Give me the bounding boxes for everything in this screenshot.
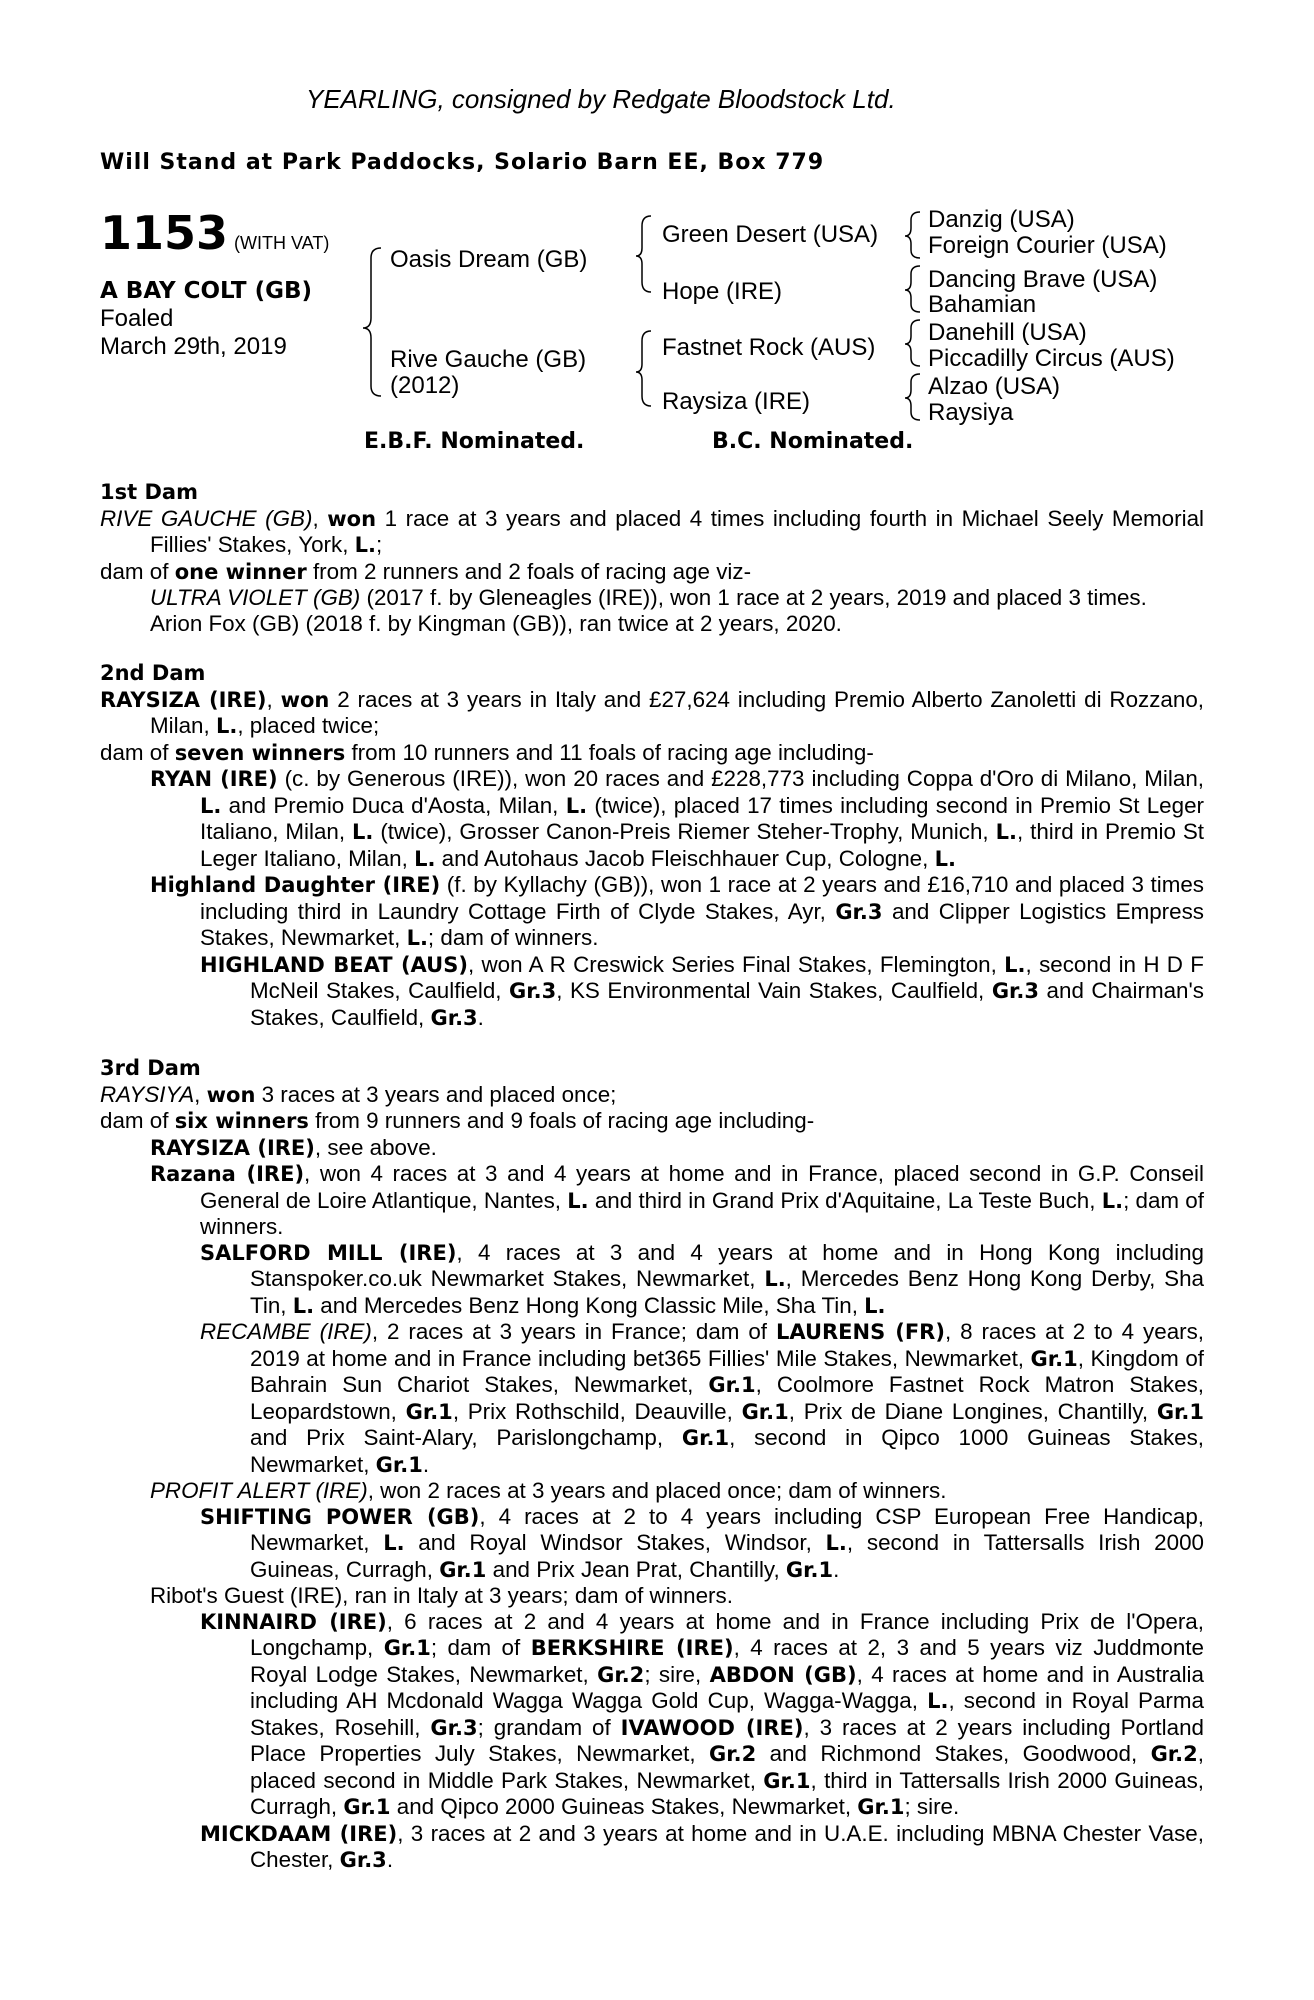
pedigree-dam-dam: Raysiza (IRE) bbox=[662, 388, 811, 415]
pedigree-sire-sire: Green Desert (USA) bbox=[662, 221, 879, 248]
pedigree-dam: Rive Gauche (GB) bbox=[390, 346, 587, 373]
second-dam-record: RAYSIZA (IRE), won 2 races at 3 years in Italy and £27,624 including Premio Alberto Zanoletti di Rozzano, Milan, L., placed twice; bbox=[100, 686, 1204, 738]
first-dam-record: RIVE GAUCHE (GB), won 1 race at 3 years and placed 4 times including fourth in Michael Seely Memorial Fillies' Stakes, York, L.; bbox=[100, 505, 1204, 557]
pedigree-dam-year: (2012) bbox=[390, 372, 460, 399]
stand-location: Will Stand at Park Paddocks, Solario Barn EE, Box 779 bbox=[100, 150, 825, 175]
bc-nominated: B.C. Nominated. bbox=[712, 429, 914, 454]
produce-salford-mill: SALFORD MILL (IRE), 4 races at 3 and 4 years at home and in Hong Kong including Stanspoker.co.uk Newmarket Stakes, Newmarket, L., Mercedes Benz Hong Kong Derby, Sha Tin, L. and Mercedes Benz Hong Kong Classic Mile, Sha Tin, L. bbox=[200, 1239, 1204, 1318]
pedigree-braces bbox=[0, 0, 1314, 460]
brace-dd bbox=[905, 374, 920, 420]
produce-highland-beat: HIGHLAND BEAT (AUS), won A R Creswick Series Final Stakes, Flemington, L., second in H D F McNeil Stakes, Caulfield, Gr.3, KS Environmental Vain Stakes, Caulfield, Gr.3 and Chairman's Stakes, Caulfield, Gr.3. bbox=[200, 951, 1204, 1030]
produce-ribots-guest: Ribot's Guest (IRE), ran in Italy at 3 years; dam of winners. bbox=[150, 1583, 733, 1608]
pedigree-ddd: Raysiya bbox=[928, 399, 1014, 426]
pedigree-sire: Oasis Dream (GB) bbox=[390, 246, 588, 273]
brace-sire-line bbox=[636, 216, 651, 292]
pedigree-ssd: Foreign Courier (USA) bbox=[928, 232, 1167, 259]
brace-sd bbox=[905, 266, 920, 312]
brace-ds bbox=[905, 320, 920, 366]
produce-profit-alert: PROFIT ALERT (IRE), won 2 races at 3 years and placed once; dam of winners. bbox=[150, 1478, 947, 1503]
ebf-nominated: E.B.F. Nominated. bbox=[364, 429, 585, 454]
lot-number: 1153 bbox=[100, 206, 229, 260]
produce-ryan: RYAN (IRE) (c. by Generous (IRE)), won 20 races and £228,773 including Coppa d'Oro di Milano, Milan, L. and Premio Duca d'Aosta, Milan, L. (twice), placed 17 times including second in Premio St Leger Italiano, Milan, L. (twice), Grosser Canon-Preis Riemer Steher-Trophy, Munich, L., third in Premio St Leger Italiano, Milan, L. and Autohaus Jacob Fleischhauer Cup, Cologne, L. bbox=[150, 766, 1204, 871]
lot-name: A BAY COLT (GB) bbox=[100, 278, 313, 304]
pedigree-sss: Danzig (USA) bbox=[928, 206, 1075, 233]
first-dam-produce-summary: dam of one winner from 2 runners and 2 foals of racing age viz- bbox=[100, 558, 752, 584]
third-dam-record: RAYSIYA, won 3 races at 3 years and placed once; bbox=[100, 1081, 617, 1107]
produce-recambe: RECAMBE (IRE), 2 races at 3 years in France; dam of LAURENS (FR), 8 races at 2 to 4 years, 2019 at home and in France including bet365 Fillies' Mile Stakes, Newmarket, Gr.1, Kingdom of Bahrain Sun Chariot Stakes, Newmarket, Gr.1, Coolmore Fastnet Rock Matron Stakes, Leopardstown, Gr.1, Prix Rothschild, Deauville, Gr.1, Prix de Diane Longines, Chantilly, Gr.1 and Prix Saint-Alary, Parislongchamp, Gr.1, second in Qipco 1000 Guineas Stakes, Newmarket, Gr.1. bbox=[200, 1319, 1205, 1477]
produce-mickdaam: MICKDAAM (IRE), 3 races at 2 and 3 years at home and in U.A.E. including MBNA Chester Vase, Chester, Gr.3. bbox=[200, 1820, 1204, 1872]
third-dam-produce-summary: dam of six winners from 9 runners and 9 foals of racing age including- bbox=[100, 1108, 815, 1133]
foaled-label: Foaled bbox=[100, 305, 174, 332]
produce-ultra-violet: ULTRA VIOLET (GB) (2017 f. by Gleneagles (IRE)), won 1 race at 2 years, 2019 and placed 3 times. bbox=[150, 585, 1147, 610]
produce-razana: Razana (IRE), won 4 races at 3 and 4 years at home and in France, placed second in G.P. Conseil General de Loire Atlantique, Nantes, L. and third in Grand Prix d'Aquitaine, La Teste Buch, L.; dam of winners. bbox=[150, 1161, 1204, 1239]
pedigree-dsd: Piccadilly Circus (AUS) bbox=[928, 345, 1175, 372]
second-dam-heading: 2nd Dam bbox=[100, 661, 206, 685]
pedigree-sdd: Bahamian bbox=[928, 291, 1037, 318]
brace-dam-line bbox=[636, 331, 651, 406]
catalogue-title: YEARLING, consigned by Redgate Bloodstock Ltd. bbox=[306, 84, 896, 114]
produce-raysiza: RAYSIZA (IRE), see above. bbox=[150, 1134, 437, 1160]
third-dam-heading: 3rd Dam bbox=[100, 1056, 201, 1080]
foaled-date: March 29th, 2019 bbox=[100, 333, 287, 360]
produce-shifting-power: SHIFTING POWER (GB), 4 races at 2 to 4 years including CSP European Free Handicap, Newmarket, L. and Royal Windsor Stakes, Windsor, L., second in Tattersalls Irish 2000 Guineas, Curragh, Gr.1 and Prix Jean Prat, Chantilly, Gr.1. bbox=[200, 1503, 1204, 1582]
pedigree-sds: Dancing Brave (USA) bbox=[928, 266, 1158, 293]
first-dam-heading: 1st Dam bbox=[100, 480, 198, 504]
pedigree-sire-dam: Hope (IRE) bbox=[662, 278, 783, 305]
pedigree-dds: Alzao (USA) bbox=[928, 373, 1061, 400]
brace-gen1 bbox=[363, 248, 381, 396]
family-text bbox=[100, 480, 1204, 1874]
produce-kinnaird: KINNAIRD (IRE), 6 races at 2 and 4 years at home and in France including Prix de l'Opera, Longchamp, Gr.1; dam of BERKSHIRE (IRE), 4 races at 2, 3 and 5 years viz Juddmonte Royal Lodge Stakes, Newmarket, Gr.2; sire, ABDON (GB), 4 races at home and in Australia including AH Mcdonald Wagga Wagga Gold Cup, Wagga-Wagga, L., second in Royal Parma Stakes, Rosehill, Gr.3; grandam of IVAWOOD (IRE), 3 races at 2 years including Portland Place Properties July Stakes, Newmarket, Gr.2 and Richmond Stakes, Goodwood, Gr.2, placed second in Middle Park Stakes, Newmarket, Gr.1, third in Tattersalls Irish 2000 Guineas, Curragh, Gr.1 and Qipco 2000 Guineas Stakes, Newmarket, Gr.1; sire. bbox=[200, 1608, 1204, 1819]
vat-label: (WITH VAT) bbox=[234, 233, 330, 253]
brace-ss bbox=[905, 212, 920, 258]
pedigree-dss: Danehill (USA) bbox=[928, 319, 1087, 346]
second-dam-produce-summary: dam of seven winners from 10 runners and 11 foals of racing age including- bbox=[100, 739, 874, 765]
produce-highland-daughter: Highland Daughter (IRE) (f. by Kyllachy (GB)), won 1 race at 2 years and £16,710 and placed 3 times including third in Laundry Cottage Firth of Clyde Stakes, Ayr, Gr.3 and Clipper Logistics Empress Stakes, Newmarket, L.; dam of winners. bbox=[150, 872, 1204, 950]
pedigree-dam-sire: Fastnet Rock (AUS) bbox=[662, 334, 876, 361]
produce-arion-fox: Arion Fox (GB) (2018 f. by Kingman (GB)), ran twice at 2 years, 2020. bbox=[150, 610, 842, 636]
